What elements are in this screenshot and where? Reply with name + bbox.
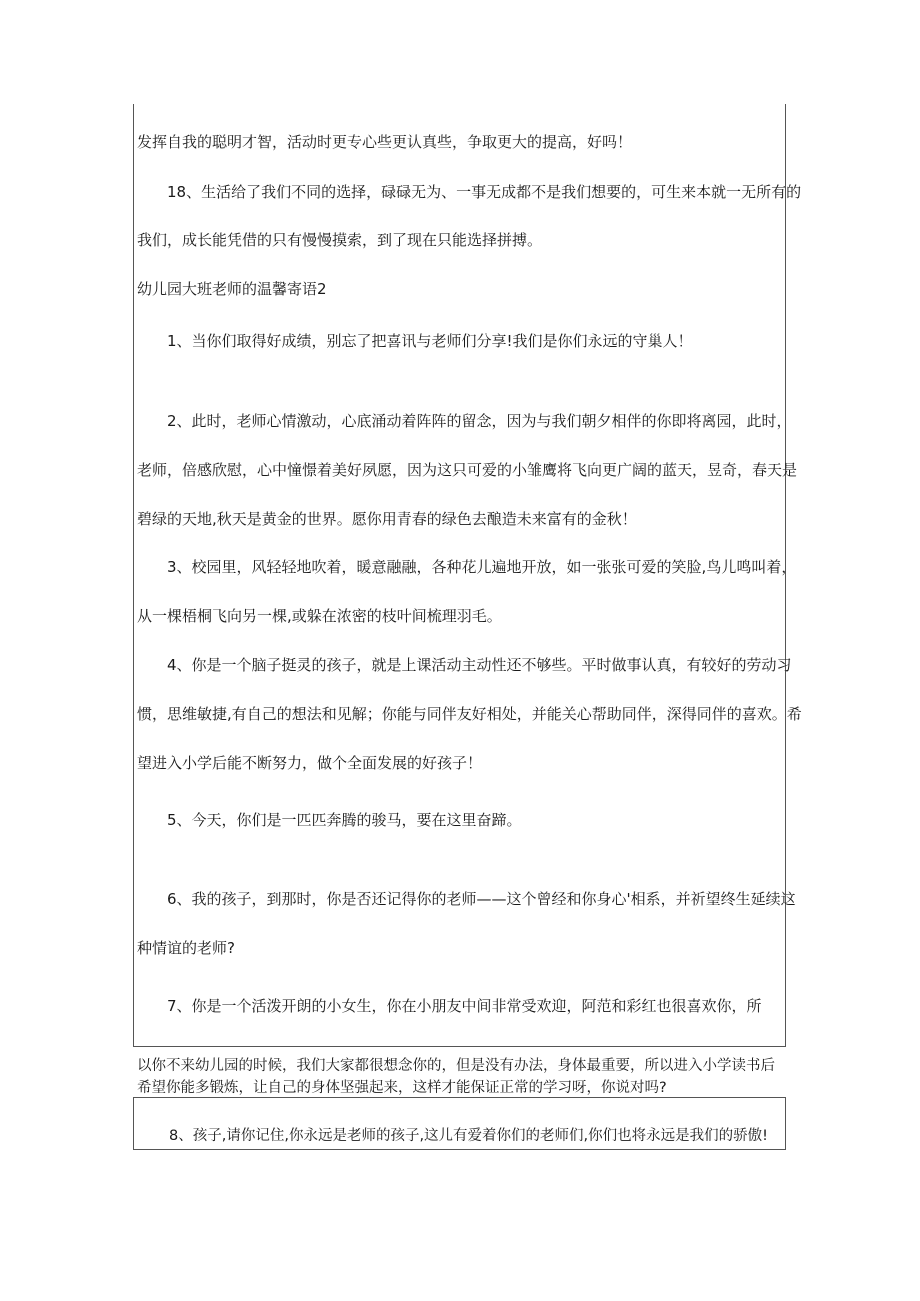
paragraph-5: 5、今天，你们是一匹匹奔腾的骏马，要在这里奋蹄。 <box>167 811 522 829</box>
text-line: 希望你能多锻炼，让自己的身体坚强起来，这样才能保证正常的学习呀，你说对吗? <box>137 1080 667 1096</box>
text-line: 老师，倍感欣慰，心中憧憬着美好夙愿，因为这只可爱的小雏鹰将飞向更广阔的蓝天，昱奇，春天是 <box>137 461 798 479</box>
paragraph-1: 1、当你们取得好成绩，别忘了把喜讯与老师们分享!我们是你们永远的守巢人！ <box>167 332 693 350</box>
text-line: 从一棵梧桐飞向另一棵,或躲在浓密的枝叶间梳理羽毛。 <box>137 607 502 625</box>
paragraph-18: 18、生活给了我们不同的选择，碌碌无为、一事无成都不是我们想要的，可生来本就一无所有的 <box>167 183 802 201</box>
section-heading: 幼儿园大班老师的温馨寄语2 <box>137 280 327 298</box>
paragraph-7: 7、你是一个活泼开朗的小女生，你在小朋友中间非常受欢迎，阿范和彩红也很喜欢你，所 <box>167 997 762 1015</box>
paragraph-6: 6、我的孩子，到那时，你是否还记得你的老师——这个曾经和你身心'相系，并祈望终生延续这 <box>167 890 796 908</box>
paragraph-3: 3、校园里，风轻轻地吹着，暖意融融，各种花儿遍地开放，如一张张可爱的笑脸,鸟儿鸣叫着， <box>167 558 797 576</box>
text-line: 碧绿的天地,秋天是黄金的世界。愿你用青春的绿色去酿造未来富有的金秋！ <box>137 510 637 528</box>
paragraph-4: 4、你是一个脑子挺灵的孩子，就是上课活动主动性还不够些。平时做事认真，有较好的劳动习 <box>167 656 792 674</box>
text-line: 以你不来幼儿园的时候，我们大家都很想念你的，但是没有办法，身体最重要，所以进入小学读书后 <box>137 1058 775 1074</box>
text-line: 望进入小学后能不断努力，做个全面发展的好孩子！ <box>137 754 483 772</box>
paragraph-2: 2、此时，老师心情激动，心底涌动着阵阵的留念，因为与我们朝夕相伴的你即将离园，此时， <box>167 412 792 430</box>
text-line: 我们，成长能凭借的只有慢慢摸索，到了现在只能选择拼搏。 <box>137 231 543 249</box>
text-line: 种情谊的老师? <box>137 939 235 957</box>
text-line: 发挥自我的聪明才智，活动时更专心些更认真些，争取更大的提高，好吗！ <box>137 133 633 151</box>
paragraph-8: 8、孩子,请你记住,你永远是老师的孩子,这儿有爱着你们的老师们,你们也将永远是我们的骄傲! <box>169 1128 768 1144</box>
text-line: 惯，思维敏捷,有自己的想法和见解；你能与同伴友好相处，并能关心帮助同伴，深得同伴的喜欢。希 <box>137 705 802 723</box>
